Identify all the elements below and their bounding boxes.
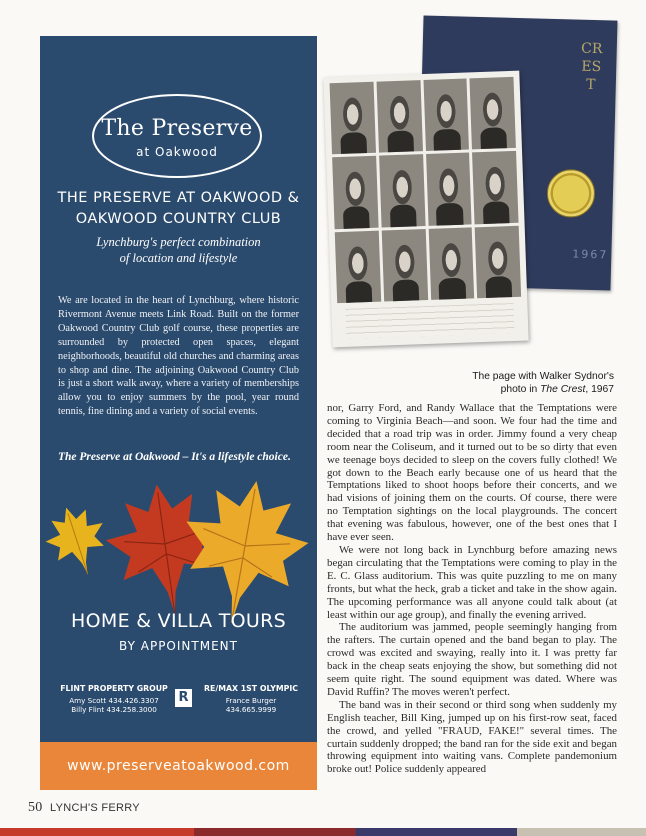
ad-title-line2: OAKWOOD COUNTRY CLUB <box>75 211 282 227</box>
maple-leaf-icon <box>40 498 116 583</box>
student-portrait <box>426 153 472 226</box>
ad-tagline: The Preserve at Oakwood – It's a lifestyle choice. <box>58 451 291 463</box>
tours-heading: HOME & VILLA TOURS <box>71 610 286 632</box>
student-portrait <box>330 82 376 155</box>
ad-title <box>46 188 311 230</box>
agent-contact: Billy Flint 434.258.3000 <box>71 705 157 714</box>
ad-body-text: We are located in the heart of Lynchburg, where historic Rivermont Avenue meets Link Road. Built on the former Oakwood Country Club golf course, these properties are surrounded by protected open spaces, elegant neighborhoods, beautiful old churches and charming areas to shop and dine. The adjoining Oakwood Country Club is just a short walk away, where a variety of memberships allow you to enjoy summers by the pool, year round tennis, fine dining and a variety of social events. <box>58 295 299 418</box>
yearbook-year: 1967 <box>572 247 609 262</box>
student-portrait <box>472 151 518 224</box>
ad-subtitle-line2: of location and lifestyle <box>119 251 238 265</box>
logo-name: The Preserve <box>101 116 253 141</box>
page-footer <box>28 800 140 816</box>
agent-contact: 434.665.9999 <box>225 705 277 714</box>
yearbook-title: CREST <box>580 40 603 94</box>
article-column <box>327 402 617 776</box>
photo-caption-line1: The page with Walker Sydnor's <box>472 371 614 382</box>
student-portrait <box>379 154 425 227</box>
ad-subtitle-line1: Lynchburg's perfect combination <box>96 235 261 249</box>
ad-title-line1: THE PRESERVE AT OAKWOOD & <box>57 190 300 206</box>
portrait-name-captions <box>345 303 514 339</box>
photo-caption <box>456 370 614 396</box>
student-portrait <box>332 156 378 229</box>
student-portrait <box>475 225 521 298</box>
caption-text: photo in <box>500 384 541 395</box>
advertisement <box>40 36 317 790</box>
seal-icon <box>546 169 595 218</box>
student-portrait <box>428 227 474 300</box>
agent-org: RE/MAX 1ST OLYMPIC <box>204 684 298 693</box>
yearbook-page-photo <box>323 71 528 348</box>
agent-contact: Amy Scott 434.426.3307 <box>69 695 159 705</box>
agent-remax <box>195 684 307 715</box>
realtor-logo: R <box>175 689 192 707</box>
appointment-text: BY APPOINTMENT <box>119 639 238 653</box>
student-portrait <box>381 229 427 302</box>
student-portrait <box>470 77 516 150</box>
preserve-logo <box>92 94 262 178</box>
portrait-grid <box>330 77 522 303</box>
article-paragraph: We were not long back in Lynchburg before amazing news began circulating that the Temptations were coming to play in the E. C. Glass auditorium. This was quite puzzling to me on many fronts, but what the heck, grab a ticket and take in the show again. The upcoming performance was all anyone could talk about (at least within our age group), and finally the evening arrived. <box>327 543 617 621</box>
next-page-edge <box>0 828 646 836</box>
student-portrait <box>423 78 469 151</box>
agent-contact: France Burger <box>225 695 277 705</box>
agent-org: FLINT PROPERTY GROUP <box>60 684 168 693</box>
website-url[interactable]: www.preserveatoakwood.com <box>40 742 317 790</box>
article-paragraph: nor, Garry Ford, and Randy Wallace that the Temptations were coming to Virginia Beach—and soon. We four had the time and decided that a road trip was in order. Jimmy found a very cheap room near the Coliseum, and it turned out to be so dirty that even we teenage boys decided to sleep on the covers fully clothed! We got down to the Beach early because one of us heard that the Temptations liked to shoot hoops before their concerts, and we had visions of joining them on the courts. Of course, there were no Temptation sightings on the local playgrounds. The concert that evening was fabulous, however, one of the best ones that I have ever seen. <box>327 402 617 544</box>
ad-subtitle <box>54 234 303 266</box>
magazine-name: LYNCH'S FERRY <box>49 802 140 814</box>
photo-caption-line2 <box>456 383 614 396</box>
student-portrait <box>335 230 381 303</box>
agent-flint <box>54 684 174 715</box>
article-paragraph: The auditorium was jammed, people seemingly hanging from the rafters. The curtain opened and the band began to play. The crowd was excited and swaying, really into it. I was pretty far back in the cheap seats enjoying the show, but something did not seem quite right. The sound equipment was dated. Where was David Ruffin? The moves weren't perfect. <box>327 621 617 698</box>
page-number: 50 <box>28 800 43 815</box>
logo-subtitle: at Oakwood <box>136 145 218 159</box>
article-paragraph: The band was in their second or third song when suddenly my English teacher, Bill King, jumped up on his first-row seat, faced the crowd, and yelled "FRAUD, FAKE!" several times. The curtain suddenly dropped; the band ran for the side exit and began throwing equipment into waiting vans. Complete pandemonium broke out! Police suddenly appeared <box>327 698 617 776</box>
student-portrait <box>376 80 422 153</box>
autumn-leaves-illustration <box>40 466 317 626</box>
caption-text: , 1967 <box>585 384 614 395</box>
caption-book-title: The Crest <box>540 384 586 395</box>
